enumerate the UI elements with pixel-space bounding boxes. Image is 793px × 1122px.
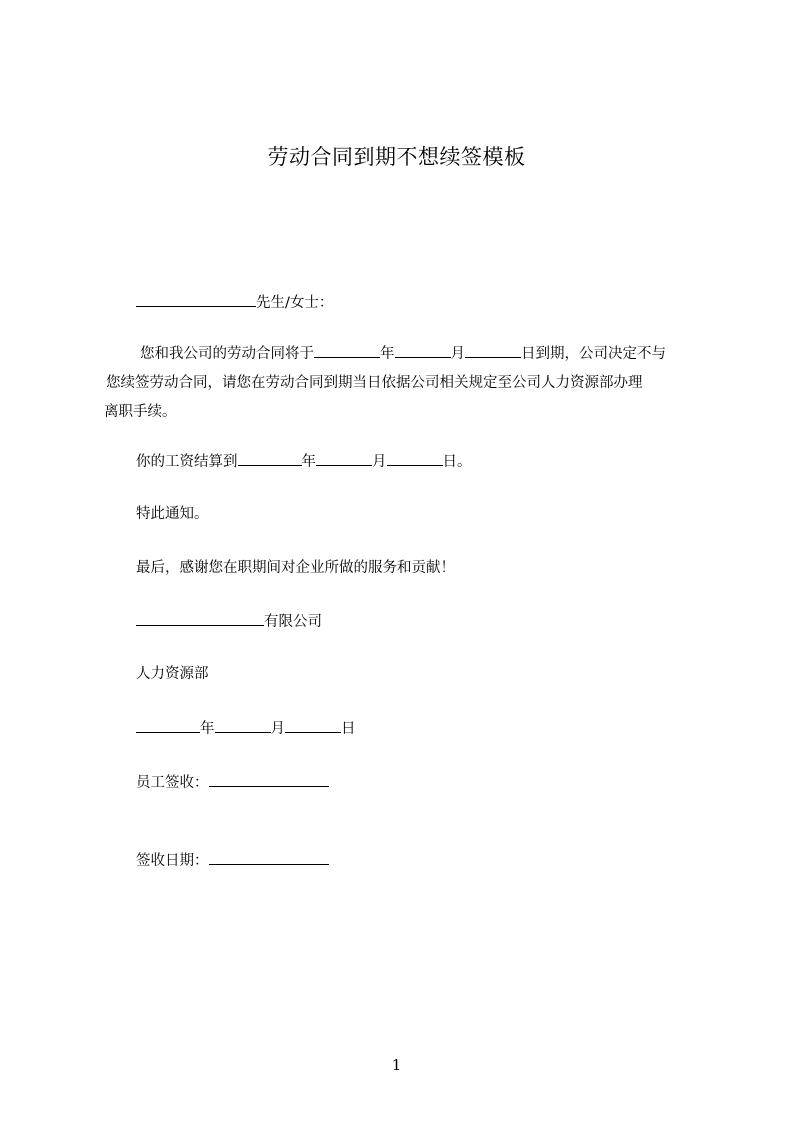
body-paragraph <box>104 340 704 427</box>
body-line-3: 离职手续。 <box>104 404 177 420</box>
expire-year-label: 年 <box>380 346 395 362</box>
salary-prefix: 你的工资结算到 <box>136 454 238 470</box>
issue-day-blank <box>285 718 341 733</box>
receipt-date-label: 签收日期： <box>136 853 209 869</box>
company-line <box>136 611 322 632</box>
company-suffix: 有限公司 <box>264 614 322 630</box>
employee-receipt-line <box>136 772 329 793</box>
company-name-blank <box>136 611 264 626</box>
salary-year-blank <box>238 451 302 466</box>
salary-month-blank <box>316 451 372 466</box>
salary-month-label: 月 <box>372 454 387 470</box>
body-line-1 <box>104 340 704 369</box>
issue-year-blank <box>136 718 200 733</box>
expire-year-blank <box>314 343 380 358</box>
issue-year-label: 年 <box>200 721 215 737</box>
employee-receipt-label: 员工签收： <box>136 775 209 791</box>
salary-year-label: 年 <box>301 454 316 470</box>
expire-month-blank <box>395 343 451 358</box>
salutation-suffix: 先生/女士： <box>256 295 334 311</box>
issue-date-line <box>136 718 356 739</box>
thanks-line: 最后，感谢您在职期间对企业所做的服务和贡献！ <box>136 560 455 576</box>
receipt-date-line <box>136 850 329 871</box>
document-title: 劳动合同到期不想续签模板 <box>267 145 526 169</box>
body-line1-prefix: 您和我公司的劳动合同将于 <box>140 346 314 362</box>
notice-line: 特此通知。 <box>136 506 209 522</box>
body-line-2: 您续签劳动合同，请您在劳动合同到期当日依据公司相关规定至公司人力资源部办理 <box>106 375 643 391</box>
salary-day-suffix: 日。 <box>442 454 472 470</box>
issue-month-label: 月 <box>270 721 285 737</box>
expire-month-label: 月 <box>450 346 465 362</box>
salary-day-blank <box>387 451 443 466</box>
department-line: 人力资源部 <box>136 666 209 682</box>
employee-signature-blank <box>209 772 329 787</box>
expire-day-blank <box>465 343 521 358</box>
salary-line <box>136 451 472 472</box>
receipt-date-blank <box>209 850 329 865</box>
body-line1-suffix: 日到期，公司决定不与 <box>521 346 666 362</box>
name-blank <box>136 292 256 307</box>
page-number: 1 <box>391 1056 402 1074</box>
issue-day-label: 日 <box>341 721 356 737</box>
salutation-line <box>136 292 333 313</box>
issue-month-blank <box>215 718 271 733</box>
